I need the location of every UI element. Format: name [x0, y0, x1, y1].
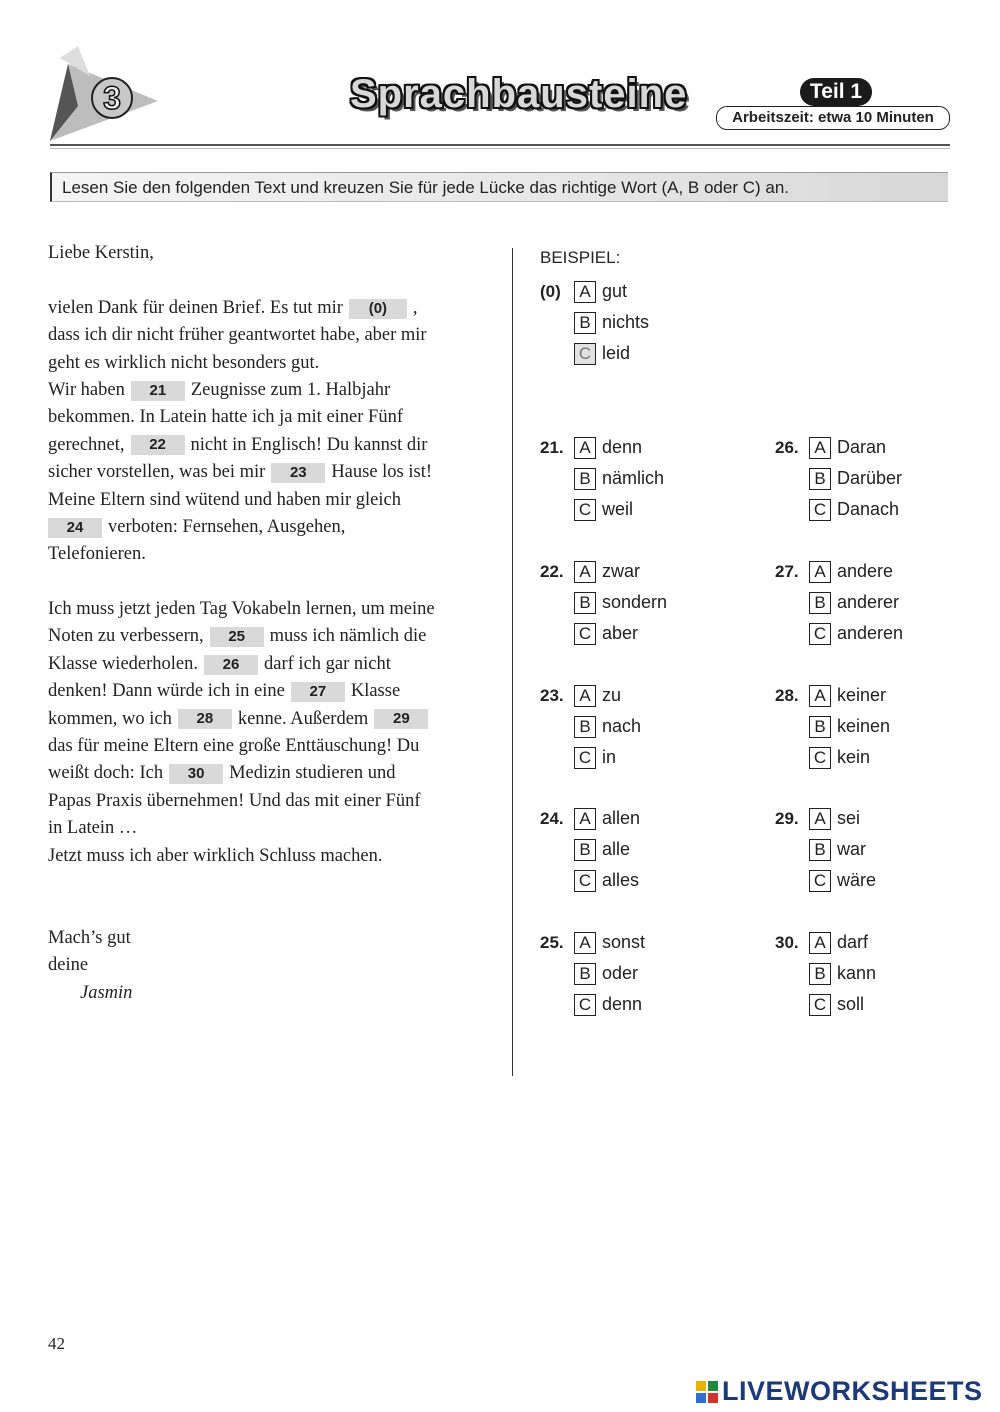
question-number: 23. — [540, 685, 564, 705]
option-c[interactable] — [809, 989, 975, 1020]
checkbox[interactable]: A — [809, 685, 831, 707]
question-number: 27. — [775, 561, 799, 581]
option-text: kann — [837, 963, 877, 983]
example-option-b: B nichts — [574, 307, 740, 338]
part-badge: Teil 1 — [800, 78, 872, 106]
question-number: 22. — [540, 561, 564, 581]
checkbox[interactable]: C — [809, 994, 831, 1016]
option-text: keiner — [837, 685, 887, 705]
gap-27[interactable]: 27 — [291, 682, 345, 702]
question-24 — [540, 803, 740, 896]
checkbox[interactable]: A — [809, 808, 831, 830]
letter-line: das für meine Eltern eine große Enttäuschung! Du — [48, 736, 420, 757]
checkbox[interactable]: A — [809, 437, 831, 459]
option-text: war — [837, 839, 867, 859]
question-28 — [775, 680, 975, 773]
gap-26[interactable]: 26 — [204, 655, 258, 675]
question-26 — [775, 432, 975, 525]
instruction-bar: Lesen Sie den folgenden Text und kreuzen Sie für jede Lücke das richtige Wort (A, B oder C) an. — [50, 172, 948, 202]
option-text: nämlich — [602, 468, 665, 488]
question-30 — [775, 927, 975, 1020]
checkbox[interactable]: A — [809, 561, 831, 583]
letter-line: Telefonieren. — [48, 544, 146, 565]
option-c[interactable] — [809, 618, 975, 649]
question-number: 30. — [775, 932, 799, 952]
letter-line: Meine Eltern sind wütend und haben mir gleich — [48, 489, 401, 510]
checkbox[interactable]: C — [574, 994, 596, 1016]
letter-line: Noten zu verbessern, 25 muss ich nämlich die — [48, 626, 427, 647]
checkbox[interactable]: B — [809, 963, 831, 985]
checkbox[interactable]: B — [574, 963, 596, 985]
option-c[interactable] — [574, 494, 740, 525]
option-text: Darüber — [837, 468, 903, 488]
letter-closing: Mach’s gut — [48, 927, 131, 948]
checkbox[interactable]: C — [809, 870, 831, 892]
option-text: denn — [602, 437, 643, 457]
option-c[interactable] — [574, 989, 740, 1020]
letter-greeting: Liebe Kerstin, — [48, 243, 154, 263]
option-text: in — [602, 747, 617, 767]
option-text: Danach — [837, 499, 900, 519]
option-a[interactable] — [809, 680, 886, 711]
question-27 — [775, 556, 975, 649]
chapter-badge — [50, 46, 160, 146]
checkbox[interactable]: C — [574, 747, 596, 769]
example-number: (0) — [540, 281, 561, 301]
option-text: nach — [602, 716, 642, 736]
checkbox[interactable]: B — [574, 592, 596, 614]
option-c[interactable] — [574, 618, 740, 649]
brand-logo: LIVEWORKSHEETS — [696, 1376, 983, 1407]
letter-line: weißt doch: Ich 30 Medizin studieren und — [48, 763, 396, 784]
checkbox[interactable]: C — [574, 870, 596, 892]
example-option-a: A gut — [574, 276, 627, 307]
letter-line: bekommen. In Latein hatte ich ja mit einer Fünf — [48, 407, 403, 428]
question-23 — [540, 680, 740, 773]
question-number: 28. — [775, 685, 799, 705]
option-text: anderen — [837, 623, 904, 643]
checkbox[interactable]: C — [809, 623, 831, 645]
letter-line: Wir haben 21 Zeugnisse zum 1. Halbjahr — [48, 379, 391, 400]
page-title: Sprachbausteine — [350, 72, 688, 116]
question-number: 24. — [540, 808, 564, 828]
option-text: alle — [602, 839, 631, 859]
checkbox[interactable]: B — [574, 839, 596, 861]
option-c[interactable] — [574, 742, 740, 773]
example-question — [540, 276, 740, 369]
option-b[interactable] — [574, 711, 740, 742]
letter-line: Papas Praxis übernehmen! Und das mit einer Fünf — [48, 790, 421, 811]
option-text: denn — [602, 994, 643, 1014]
option-c[interactable] — [809, 742, 975, 773]
gap-28[interactable]: 28 — [178, 709, 232, 729]
example-label: BEISPIEL: — [540, 248, 621, 267]
checkbox[interactable]: C — [809, 499, 831, 521]
page-number: 42 — [48, 1334, 65, 1353]
checkbox[interactable]: A — [809, 932, 831, 954]
header-divider-thin — [50, 148, 950, 149]
gap-29[interactable]: 29 — [374, 709, 428, 729]
letter-closing: deine — [48, 955, 89, 976]
letter-line: geht es wirklich nicht besonders gut. — [48, 352, 320, 373]
option-b[interactable] — [574, 587, 740, 618]
option-b[interactable] — [809, 711, 975, 742]
question-22 — [540, 556, 740, 649]
question-number: 21. — [540, 437, 564, 457]
option-text: andere — [837, 561, 894, 581]
checkbox[interactable]: B — [809, 592, 831, 614]
checkbox[interactable]: C — [809, 747, 831, 769]
option-a[interactable] — [574, 803, 640, 834]
column-divider — [512, 248, 513, 1076]
checkbox[interactable]: B — [809, 716, 831, 738]
checkbox[interactable]: A — [574, 808, 596, 830]
option-a[interactable] — [809, 432, 886, 463]
option-a[interactable] — [574, 927, 645, 958]
option-text: zwar — [602, 561, 641, 581]
option-a[interactable] — [574, 432, 642, 463]
option-b[interactable] — [809, 834, 975, 865]
letter-line: Ich muss jetzt jeden Tag Vokabeln lernen, um meine — [48, 599, 435, 620]
gap-23[interactable]: 23 — [271, 463, 325, 483]
question-number: 26. — [775, 437, 799, 457]
option-b[interactable] — [574, 958, 740, 989]
option-b[interactable] — [574, 463, 740, 494]
gap-22[interactable]: 22 — [131, 435, 185, 455]
option-text: sei — [837, 808, 861, 828]
question-29 — [775, 803, 975, 896]
letter-line: dass ich dir nicht früher geantwortet habe, aber mir — [48, 325, 427, 346]
question-number: 29. — [775, 808, 799, 828]
letter-line: Jetzt muss ich aber wirklich Schluss machen. — [48, 845, 383, 866]
checkbox[interactable]: B — [574, 468, 596, 490]
gap-21[interactable]: 21 — [131, 381, 185, 401]
checkbox[interactable]: A — [574, 685, 596, 707]
chapter-number: 3 — [103, 80, 121, 116]
time-label: Arbeitszeit: etwa 10 Minuten — [716, 106, 950, 130]
option-text: oder — [602, 963, 639, 983]
checkbox[interactable]: B — [809, 468, 831, 490]
letter-line: denken! Dann würde ich in eine 27 Klasse — [48, 681, 401, 702]
option-text: sonst — [602, 932, 646, 952]
question-number: 25. — [540, 932, 564, 952]
letter-line: Klasse wiederholen. 26 darf ich gar nicht — [48, 653, 391, 674]
checkbox[interactable]: B — [809, 839, 831, 861]
option-text: keinen — [837, 716, 891, 736]
checkbox[interactable]: A — [574, 932, 596, 954]
gap-0: (0) — [349, 299, 407, 319]
letter-line: vielen Dank für deinen Brief. Es tut mir (0) , — [48, 297, 418, 318]
option-text: soll — [837, 994, 865, 1014]
option-c[interactable] — [809, 494, 975, 525]
option-text: wäre — [837, 870, 877, 890]
option-text: allen — [602, 808, 641, 828]
option-text: kein — [837, 747, 871, 767]
example-option-c: C leid — [574, 338, 740, 369]
option-a[interactable] — [809, 556, 893, 587]
option-a[interactable] — [809, 803, 860, 834]
letter-line: in Latein … — [48, 818, 138, 839]
option-a[interactable] — [574, 680, 621, 711]
checkbox[interactable]: C — [574, 499, 596, 521]
option-text: sondern — [602, 592, 668, 612]
checkbox[interactable]: A — [574, 561, 596, 583]
option-text: anderer — [837, 592, 900, 612]
letter-signature: Jasmin — [80, 982, 133, 1003]
option-a[interactable] — [574, 556, 640, 587]
question-21 — [540, 432, 740, 525]
gap-25[interactable]: 25 — [210, 627, 264, 647]
option-text: darf — [837, 932, 869, 952]
option-a[interactable] — [809, 927, 868, 958]
gap-30[interactable]: 30 — [169, 764, 223, 784]
option-c[interactable] — [574, 865, 740, 896]
option-b[interactable] — [574, 834, 740, 865]
letter-line: 24 verboten: Fernsehen, Ausgehen, — [48, 514, 498, 541]
crossed-checkbox-icon: C — [574, 343, 596, 365]
header-divider — [50, 144, 950, 146]
checkbox[interactable]: B — [574, 716, 596, 738]
option-b[interactable] — [809, 587, 975, 618]
option-c[interactable] — [809, 865, 975, 896]
option-text: Daran — [837, 437, 887, 457]
checkbox[interactable]: C — [574, 623, 596, 645]
option-text: alles — [602, 870, 640, 890]
option-text: aber — [602, 623, 639, 643]
letter-line: sicher vorstellen, was bei mir 23 Hause los ist! — [48, 462, 433, 483]
letter-text — [48, 240, 498, 1007]
letter-line: kommen, wo ich 28 kenne. Außerdem 29 — [48, 706, 498, 733]
question-25 — [540, 927, 740, 1020]
gap-24[interactable]: 24 — [48, 518, 102, 538]
option-text: weil — [602, 499, 634, 519]
option-b[interactable] — [809, 958, 975, 989]
option-text: zu — [602, 685, 622, 705]
letter-line: gerechnet, 22 nicht in Englisch! Du kannst dir — [48, 434, 428, 455]
option-b[interactable] — [809, 463, 975, 494]
checkbox[interactable]: A — [574, 437, 596, 459]
liveworksheets-icon — [696, 1381, 718, 1403]
